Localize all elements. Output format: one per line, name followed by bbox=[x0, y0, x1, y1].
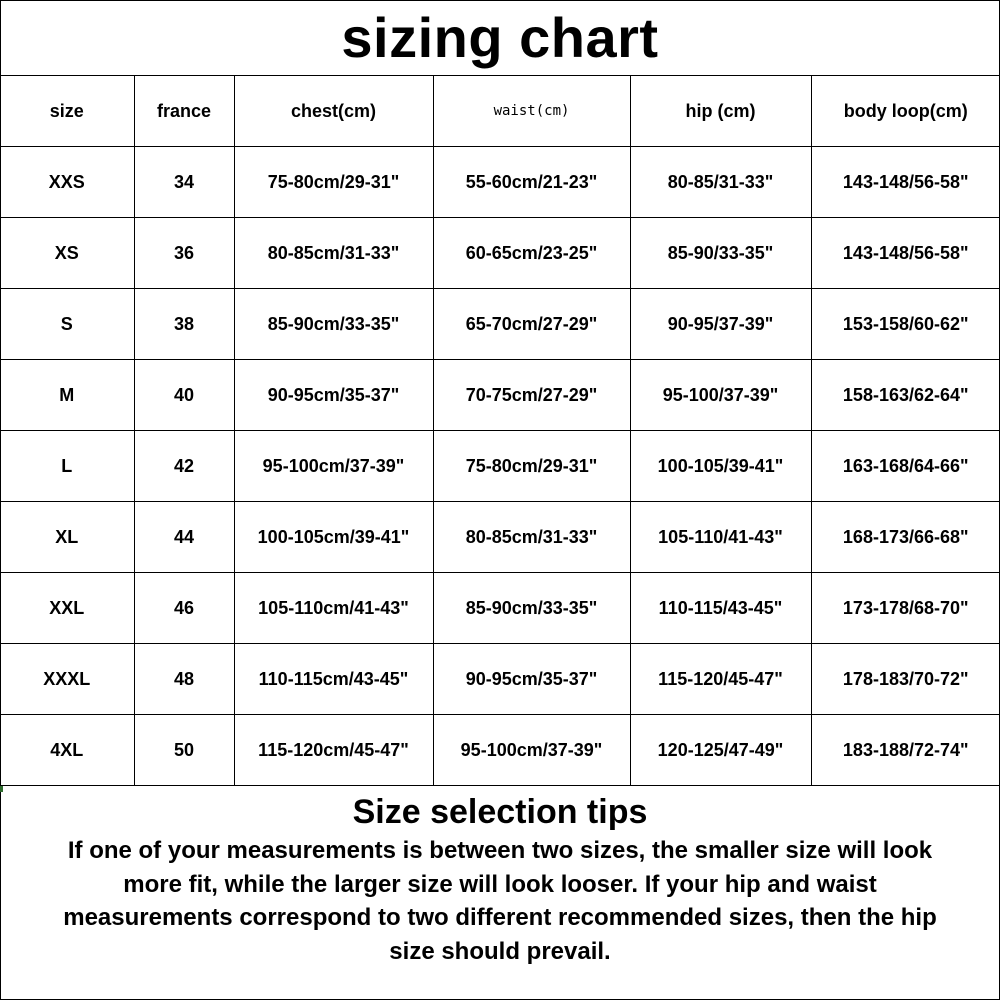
cell-body-loop: 183-188/72-74" bbox=[811, 715, 1000, 786]
table-row bbox=[0, 147, 1000, 218]
cell-france: 36 bbox=[134, 218, 234, 289]
cell-france: 48 bbox=[134, 644, 234, 715]
cell-france: 40 bbox=[134, 360, 234, 431]
cell-size: XL bbox=[0, 502, 134, 573]
cell-size: XXS bbox=[0, 147, 134, 218]
cell-chest: 95-100cm/37-39" bbox=[234, 431, 433, 502]
cell-waist: 75-80cm/29-31" bbox=[433, 431, 630, 502]
table-header-row bbox=[0, 76, 1000, 147]
table-row bbox=[0, 360, 1000, 431]
table-row bbox=[0, 218, 1000, 289]
header-hip: hip (cm) bbox=[630, 76, 811, 147]
cell-hip: 80-85/31-33" bbox=[630, 147, 811, 218]
cell-waist: 55-60cm/21-23" bbox=[433, 147, 630, 218]
cell-chest: 75-80cm/29-31" bbox=[234, 147, 433, 218]
cell-size: XXXL bbox=[0, 644, 134, 715]
cell-chest: 80-85cm/31-33" bbox=[234, 218, 433, 289]
cell-chest: 85-90cm/33-35" bbox=[234, 289, 433, 360]
cell-france: 42 bbox=[134, 431, 234, 502]
header-chest: chest(cm) bbox=[234, 76, 433, 147]
table-row bbox=[0, 644, 1000, 715]
table-row bbox=[0, 715, 1000, 786]
cell-waist: 60-65cm/23-25" bbox=[433, 218, 630, 289]
cell-waist: 95-100cm/37-39" bbox=[433, 715, 630, 786]
tips-title: Size selection tips bbox=[352, 793, 648, 831]
cell-hip: 120-125/47-49" bbox=[630, 715, 811, 786]
cell-body-loop: 153-158/60-62" bbox=[811, 289, 1000, 360]
cell-size: XS bbox=[0, 218, 134, 289]
cell-body-loop: 158-163/62-64" bbox=[811, 360, 1000, 431]
cell-size: S bbox=[0, 289, 134, 360]
cell-hip: 100-105/39-41" bbox=[630, 431, 811, 502]
tips-section bbox=[0, 788, 1000, 1000]
tips-body bbox=[0, 834, 1000, 968]
cell-hip: 90-95/37-39" bbox=[630, 289, 811, 360]
cell-waist: 70-75cm/27-29" bbox=[433, 360, 630, 431]
cell-chest: 105-110cm/41-43" bbox=[234, 573, 433, 644]
cell-body-loop: 168-173/66-68" bbox=[811, 502, 1000, 573]
cell-size: 4XL bbox=[0, 715, 134, 786]
header-waist: waist(cm) bbox=[433, 76, 630, 147]
cell-body-loop: 143-148/56-58" bbox=[811, 218, 1000, 289]
table-row bbox=[0, 502, 1000, 573]
cell-chest: 115-120cm/45-47" bbox=[234, 715, 433, 786]
tips-line: size should prevail. bbox=[389, 937, 611, 965]
header-size: size bbox=[0, 76, 134, 147]
cell-waist: 90-95cm/35-37" bbox=[433, 644, 630, 715]
cell-chest: 90-95cm/35-37" bbox=[234, 360, 433, 431]
tips-line: If one of your measurements is between two sizes, the smaller size will look bbox=[67, 837, 933, 864]
cell-chest: 100-105cm/39-41" bbox=[234, 502, 433, 573]
header-france: france bbox=[134, 76, 234, 147]
cell-waist: 85-90cm/33-35" bbox=[433, 573, 630, 644]
table-row bbox=[0, 289, 1000, 360]
cell-waist: 80-85cm/31-33" bbox=[433, 502, 630, 573]
cell-waist: 65-70cm/27-29" bbox=[433, 289, 630, 360]
table-row bbox=[0, 431, 1000, 502]
cell-chest: 110-115cm/43-45" bbox=[234, 644, 433, 715]
table-row bbox=[0, 573, 1000, 644]
sizing-table bbox=[0, 76, 1000, 786]
page-title: sizing chart bbox=[0, 0, 1000, 76]
cell-size: XXL bbox=[0, 573, 134, 644]
cell-hip: 115-120/45-47" bbox=[630, 644, 811, 715]
tips-line: more fit, while the larger size will look looser. If your hip and waist bbox=[123, 870, 877, 898]
cell-body-loop: 143-148/56-58" bbox=[811, 147, 1000, 218]
cell-hip: 105-110/41-43" bbox=[630, 502, 811, 573]
cell-france: 34 bbox=[134, 147, 234, 218]
cell-hip: 85-90/33-35" bbox=[630, 218, 811, 289]
cell-france: 44 bbox=[134, 502, 234, 573]
tips-line: measurements correspond to two different recommended sizes, then the hip bbox=[63, 904, 937, 931]
cell-body-loop: 173-178/68-70" bbox=[811, 573, 1000, 644]
cell-france: 38 bbox=[134, 289, 234, 360]
header-body-loop: body loop(cm) bbox=[811, 76, 1000, 147]
cell-france: 46 bbox=[134, 573, 234, 644]
cell-body-loop: 178-183/70-72" bbox=[811, 644, 1000, 715]
cell-size: M bbox=[0, 360, 134, 431]
cell-size: L bbox=[0, 431, 134, 502]
cell-hip: 95-100/37-39" bbox=[630, 360, 811, 431]
cell-hip: 110-115/43-45" bbox=[630, 573, 811, 644]
cell-france: 50 bbox=[134, 715, 234, 786]
cell-body-loop: 163-168/64-66" bbox=[811, 431, 1000, 502]
